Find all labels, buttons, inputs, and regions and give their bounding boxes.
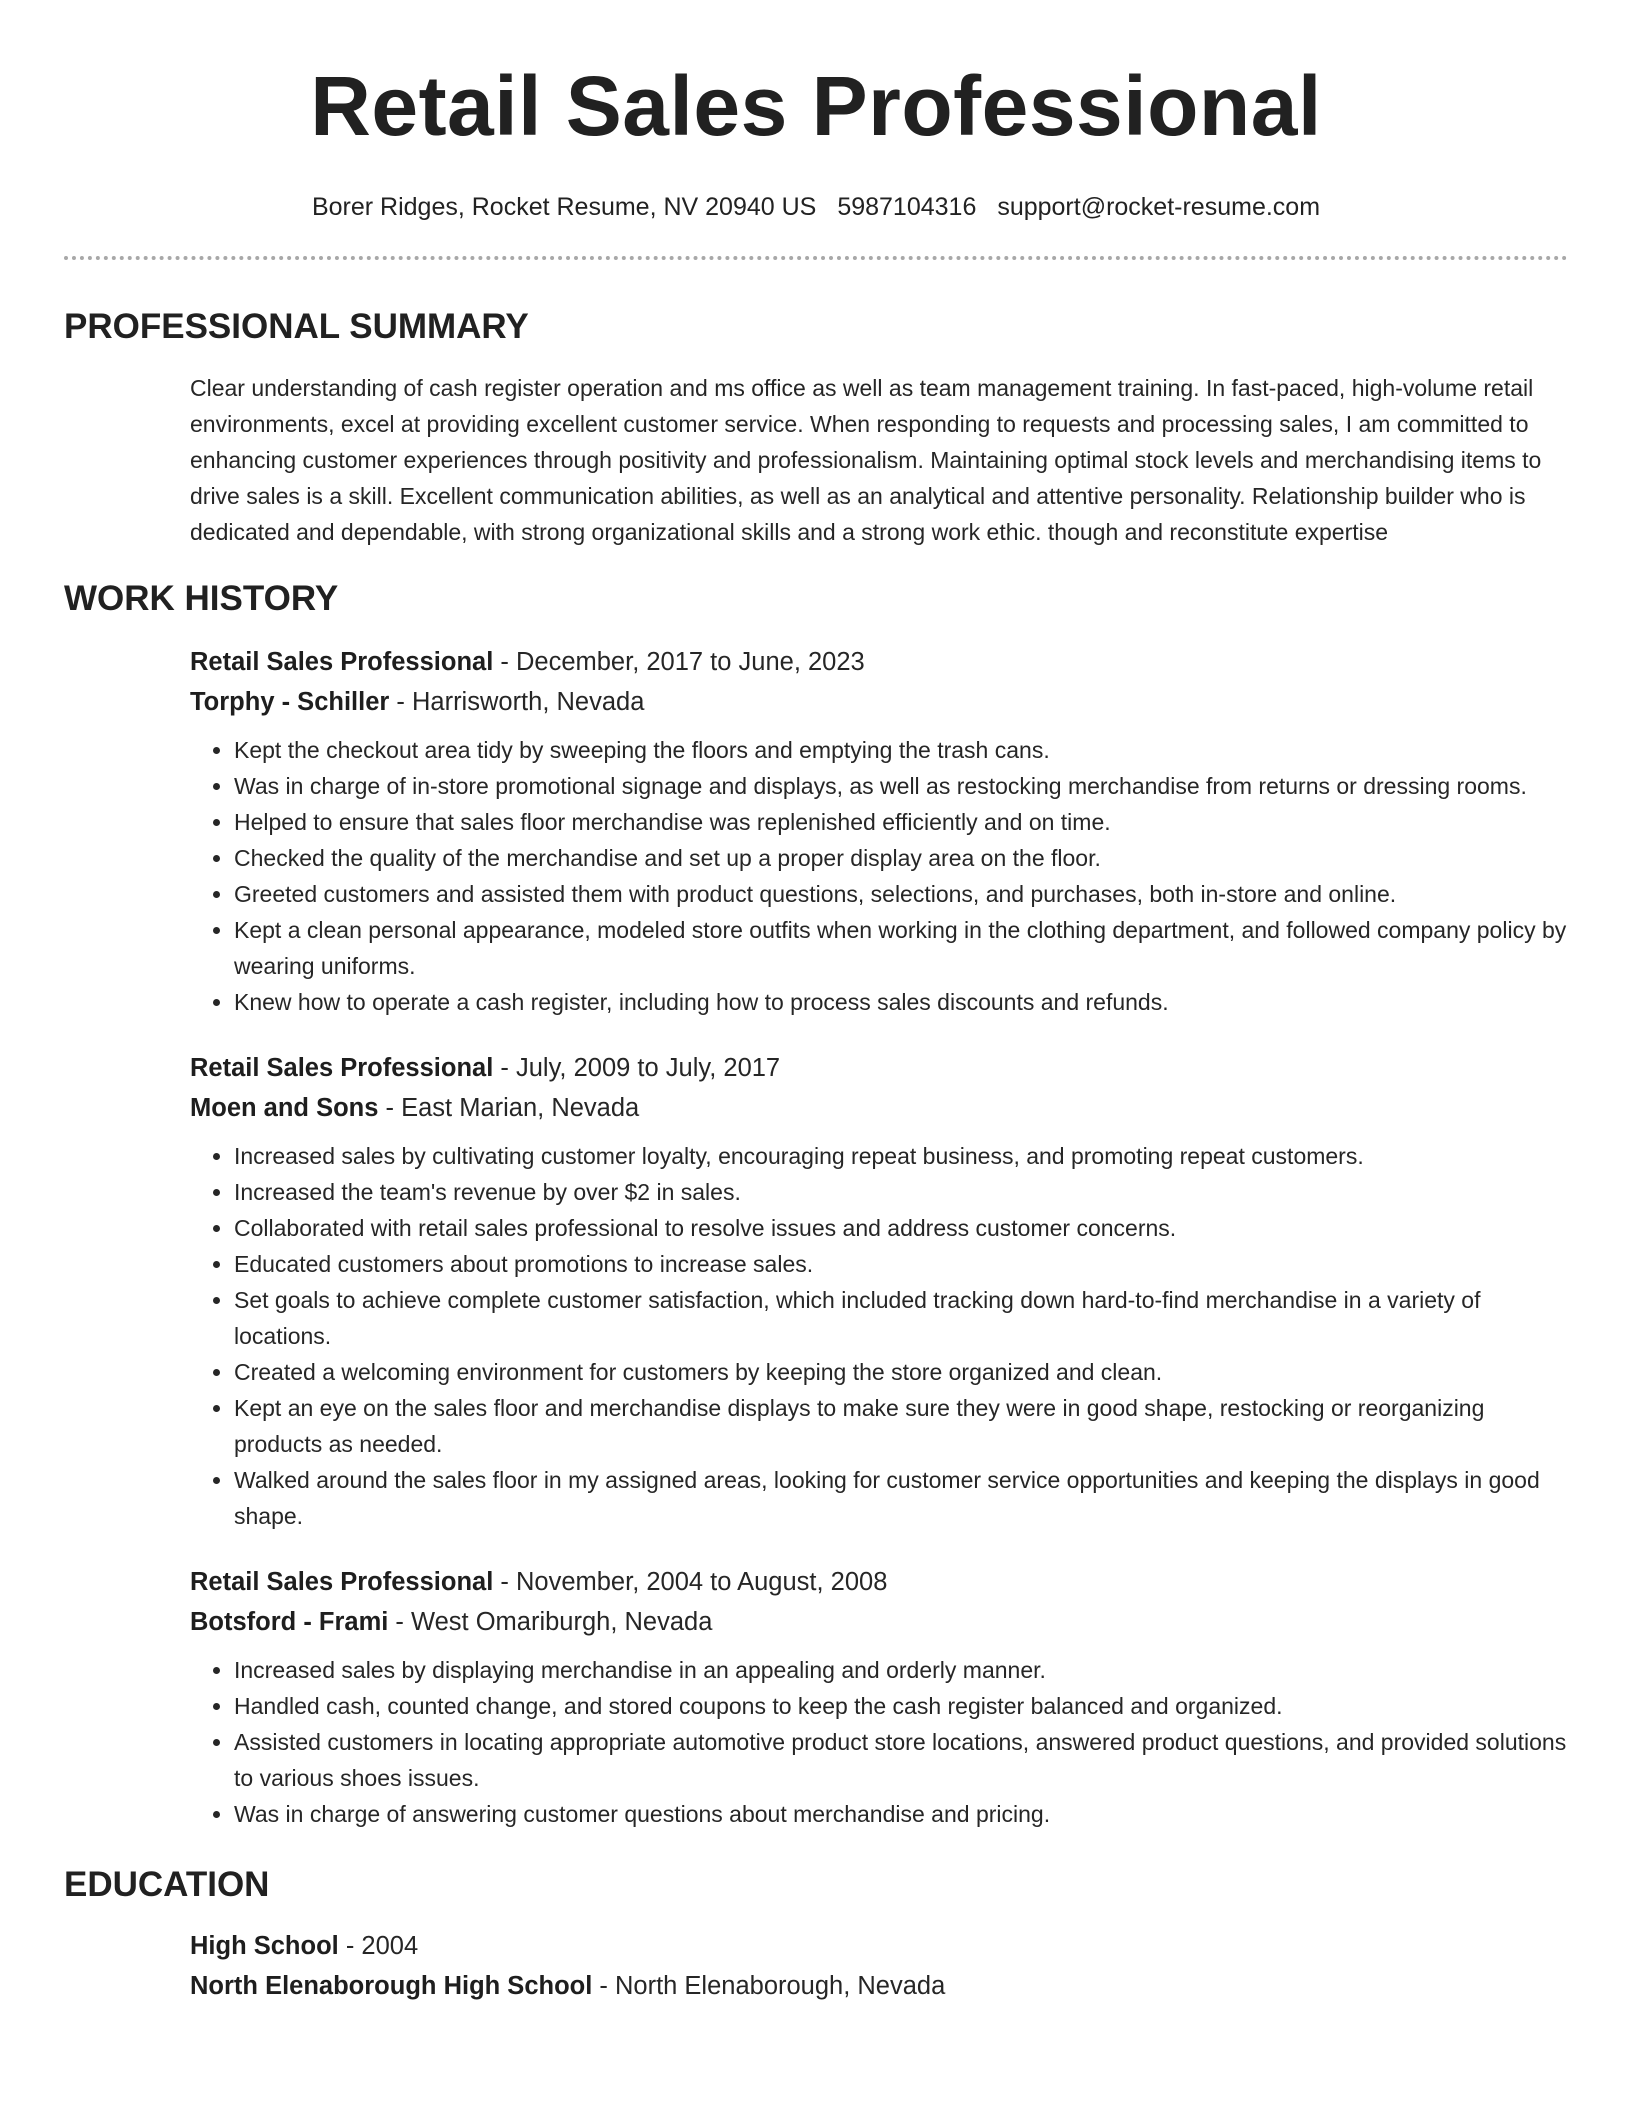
summary-heading: PROFESSIONAL SUMMARY [64,307,529,346]
job-company: Botsford - Frami [190,1608,389,1636]
list-item: • Walked around the sales floor in my assigned areas, looking for customer service opportunities and keeping the displays in good shape. [234,1462,1568,1534]
list-item: • Kept the checkout area tidy by sweeping the floors and emptying the trash cans. [234,732,1568,768]
education-heading: EDUCATION [64,1865,270,1904]
job-company-line [190,682,1568,722]
list-item: • Set goals to achieve complete customer satisfaction, which included tracking down hard-to-find merchandise in a variety of locations. [234,1282,1568,1354]
candidate-name: Retail Sales Professional [310,59,1322,153]
education-school-line [190,1966,1568,2006]
list-item: • Handled cash, counted change, and stored coupons to keep the cash register balanced and organized. [234,1688,1568,1724]
job-title-line [190,642,1568,682]
contact-phone: 5987104316 [837,193,977,221]
job-title-line [190,1048,1568,1088]
job-bullets [190,1652,1568,1832]
education-year: - 2004 [338,1932,419,1960]
work-history-heading: WORK HISTORY [64,579,339,618]
job-bullets [190,732,1568,1020]
education-location: - North Elenaborough, Nevada [592,1972,946,2000]
list-item: • Checked the quality of the merchandise and set up a proper display area on the floor. [234,840,1568,876]
job-role: Retail Sales Professional [190,1568,494,1596]
resume-page [64,0,1568,2006]
job-dates: - December, 2017 to June, 2023 [493,648,865,676]
list-item: • Knew how to operate a cash register, including how to process sales discounts and refunds. [234,984,1568,1020]
job-location: - Harrisworth, Nevada [389,688,645,716]
summary-text: Clear understanding of cash register operation and ms office as well as team management training. In fast-paced, high-volume retail environments, excel at providing excellent customer service. When responding to requests and processing sales, I am committed to enhancing customer experiences through positivity and professionalism. Maintaining optimal stock levels and merchandising items to drive sales is a skill. Excellent communication abilities, as well as an analytical and attentive personality. Relationship builder who is dedicated and dependable, with strong organizational skills and a strong work ethic. though and reconstitute expertise [190,375,1542,545]
job-location: - West Omariburgh, Nevada [388,1608,713,1636]
job-dates: - July, 2009 to July, 2017 [493,1054,781,1082]
list-item: • Assisted customers in locating appropriate automotive product store locations, answered product questions, and provided solutions to various shoes issues. [234,1724,1568,1796]
list-item: • Kept a clean personal appearance, modeled store outfits when working in the clothing department, and followed company policy by wearing uniforms. [234,912,1568,984]
education-degree: High School [190,1932,339,1960]
list-item: • Was in charge of answering customer questions about merchandise and pricing. [234,1796,1568,1832]
education-school: North Elenaborough High School [190,1972,593,2000]
header-divider [64,256,1568,260]
list-item: • Created a welcoming environment for customers by keeping the store organized and clean. [234,1354,1568,1390]
job-company: Torphy - Schiller [190,688,390,716]
list-item: • Increased sales by displaying merchandise in an appealing and orderly manner. [234,1652,1568,1688]
job-dates: - November, 2004 to August, 2008 [493,1568,888,1596]
job-title-line [190,1562,1568,1602]
contact-line [64,192,1568,222]
list-item: • Kept an eye on the sales floor and merchandise displays to make sure they were in good shape, restocking or reorganizing products as needed. [234,1390,1568,1462]
contact-address: Borer Ridges, Rocket Resume, NV 20940 US [311,193,817,221]
job-company-line [190,1602,1568,1642]
job-company-line [190,1088,1568,1128]
list-item: • Greeted customers and assisted them with product questions, selections, and purchases, both in-store and online. [234,876,1568,912]
job-location: - East Marian, Nevada [378,1094,640,1122]
list-item: • Educated customers about promotions to increase sales. [234,1246,1568,1282]
education-degree-line [190,1926,1568,1966]
job-role: Retail Sales Professional [190,648,494,676]
list-item: • Was in charge of in-store promotional signage and displays, as well as restocking merchandise from returns or dressing rooms. [234,768,1568,804]
contact-email: support@rocket-resume.com [997,193,1321,221]
list-item: • Helped to ensure that sales floor merchandise was replenished efficiently and on time. [234,804,1568,840]
job-entry [190,1562,1568,1832]
job-bullets [190,1138,1568,1534]
list-item: • Increased sales by cultivating customer loyalty, encouraging repeat business, and promoting repeat customers. [234,1138,1568,1174]
job-role: Retail Sales Professional [190,1054,494,1082]
list-item: • Collaborated with retail sales professional to resolve issues and address customer concerns. [234,1210,1568,1246]
list-item: • Increased the team's revenue by over $2 in sales. [234,1174,1568,1210]
job-entry [190,1048,1568,1534]
education-entry [190,1926,1568,2006]
job-entry [190,642,1568,1020]
job-company: Moen and Sons [190,1094,379,1122]
